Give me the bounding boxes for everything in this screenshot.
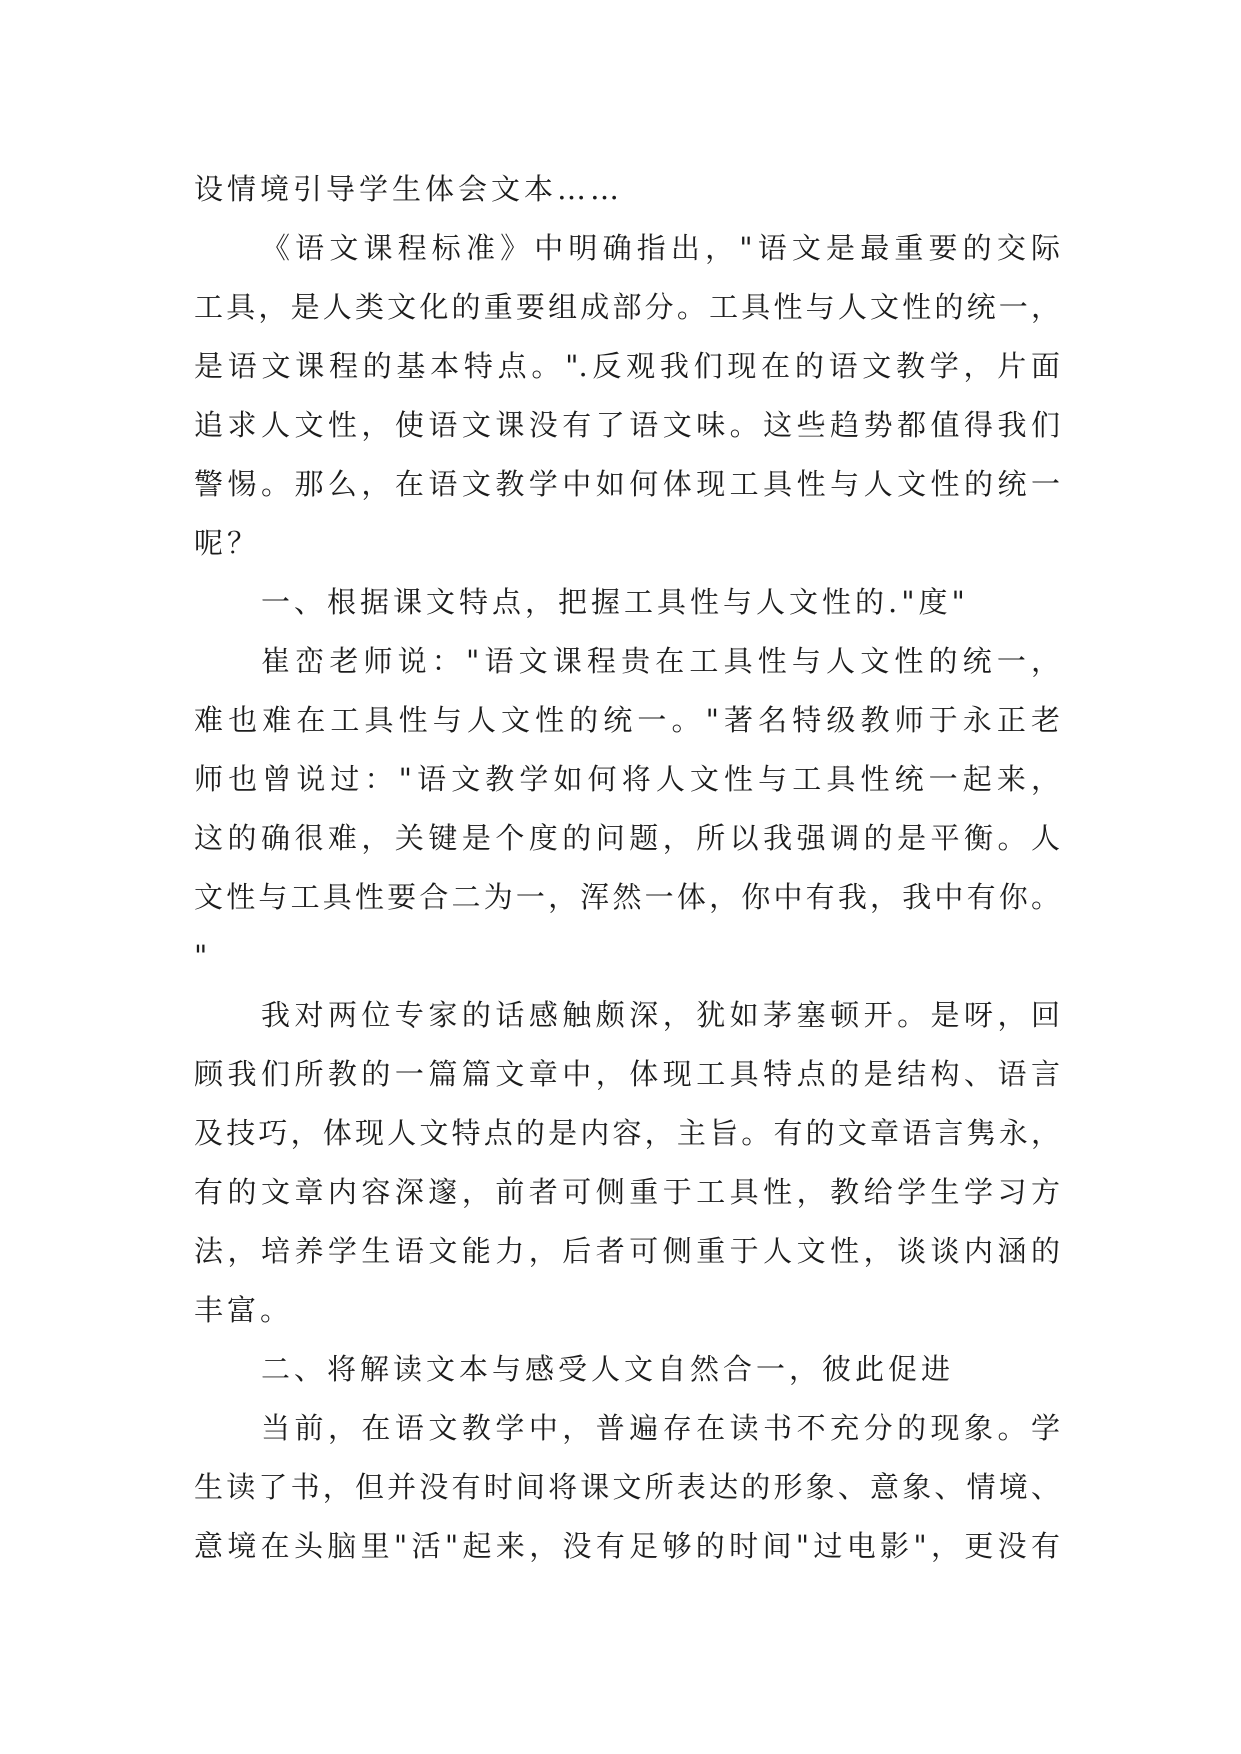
- text-line: 是语文课程的基本特点。".反观我们现在的语文教学，片面: [194, 349, 1060, 383]
- paragraph: [194, 160, 1060, 219]
- paragraph: [194, 1399, 1060, 1576]
- text-line: 《语文课程标准》中明确指出，"语文是最重要的交际: [261, 231, 1060, 265]
- heading-line: 一、根据课文特点，把握工具性与人文性的."度": [261, 585, 969, 619]
- document-page: [194, 160, 1060, 1576]
- paragraph: [194, 632, 1060, 986]
- text-line: 我对两位专家的话感触颇深，犹如茅塞顿开。是呀，回: [261, 998, 1060, 1032]
- text-line: 当前，在语文教学中，普遍存在读书不充分的现象。学: [261, 1411, 1060, 1445]
- heading-line: 二、将解读文本与感受人文自然合一，彼此促进: [261, 1352, 955, 1386]
- text-line: ": [194, 939, 212, 973]
- section-heading: [194, 1340, 1060, 1399]
- paragraph: [194, 219, 1060, 573]
- text-line: 丰富。: [194, 1293, 294, 1327]
- paragraph: [194, 986, 1060, 1340]
- text-line: 顾我们所教的一篇篇文章中，体现工具特点的是结构、语言: [194, 1057, 1060, 1091]
- text-line: 文性与工具性要合二为一，浑然一体，你中有我，我中有你。: [194, 880, 1060, 914]
- text-line: 法，培养学生语文能力，后者可侧重于人文性，谈谈内涵的: [194, 1234, 1060, 1268]
- text-line: 及技巧，体现人文特点的是内容，主旨。有的文章语言隽永，: [194, 1116, 1060, 1150]
- text-line: 追求人文性，使语文课没有了语文味。这些趋势都值得我们: [194, 408, 1060, 442]
- text-line: 设情境引导学生体会文本……: [194, 172, 624, 206]
- text-line: 呢？: [194, 526, 261, 560]
- text-line: 难也难在工具性与人文性的统一。"著名特级教师于永正老: [194, 703, 1060, 737]
- text-line: 有的文章内容深邃，前者可侧重于工具性，教给学生学习方: [194, 1175, 1060, 1209]
- text-line: 师也曾说过："语文教学如何将人文性与工具性统一起来，: [194, 762, 1060, 796]
- text-line: 崔峦老师说："语文课程贵在工具性与人文性的统一，: [261, 644, 1060, 678]
- text-line: 警惕。那么，在语文教学中如何体现工具性与人文性的统一: [194, 467, 1060, 501]
- text-line: 工具，是人类文化的重要组成部分。工具性与人文性的统一，: [194, 290, 1060, 324]
- text-line: 生读了书，但并没有时间将课文所表达的形象、意象、情境、: [194, 1470, 1060, 1504]
- text-line: 这的确很难，关键是个度的问题，所以我强调的是平衡。人: [194, 821, 1060, 855]
- section-heading: [194, 573, 1060, 632]
- text-line: 意境在头脑里"活"起来，没有足够的时间"过电影"，更没有: [194, 1529, 1060, 1563]
